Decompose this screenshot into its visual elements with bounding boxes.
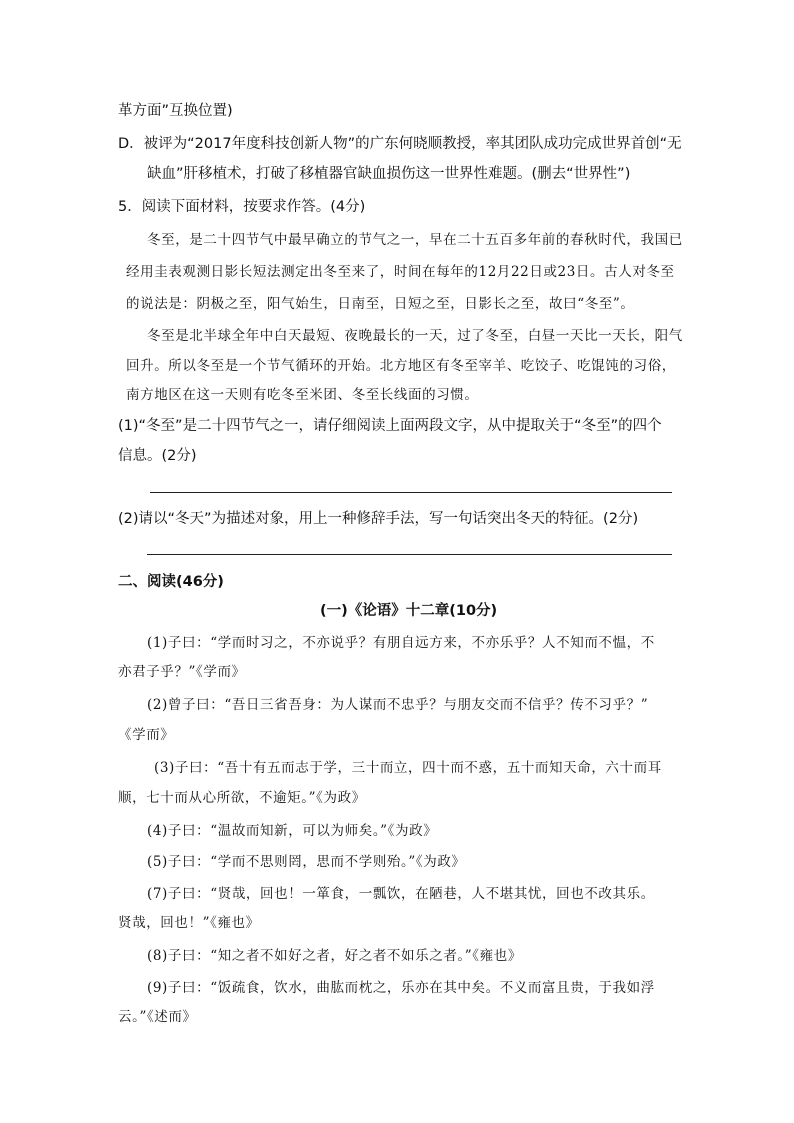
passage-line: 冬至，是二十四节气中最早确立的节气之一，早在二十五百多年前的春秋时代，我国已 [147, 232, 683, 248]
analects-line: (8)子曰：“知之者不如好之者，好之者不如乐之者。”《雍也》 [147, 948, 522, 964]
analects-line: 贤哉，回也！”《雍也》 [118, 915, 260, 931]
passage-line: 的说法是：阴极之至，阳气始生，日南至，日短之至，日影长之至，故曰“冬至”。 [126, 296, 635, 312]
passage-line: 冬至是北半球全年中白天最短、夜晚最长的一天，过了冬至，白昼一天比一天长，阳气 [147, 328, 683, 344]
subsection-title: (一)《论语》十二章(10分) [320, 603, 498, 619]
passage-line: 南方地区在这一天则有吃冬至米团、冬至长线面的习惯。 [126, 387, 479, 403]
analects-line: 云。”《述而》 [118, 1009, 197, 1025]
analects-line: (7)子曰：“贤哉，回也！一箪食，一瓢饮，在陋巷，人不堪其忧，回也不改其乐。 [147, 886, 655, 902]
question-1-line: (1)“冬至”是二十四节气之一，请仔细阅读上面两段文字，从中提取关于“冬至”的四个 [118, 418, 662, 434]
analects-line: 亦君子乎？”《学而》 [118, 664, 246, 680]
analects-line: 顺，七十而从心所欲，不逾矩。”《为政》 [118, 790, 366, 806]
question-2-line: (2)请以“冬天”为描述对象，用上一种修辞手法，写一句话突出冬天的特征。(2分) [118, 511, 639, 527]
option-d-line: D．被评为“2017年度科技创新人物”的广东何晓顺教授，率其团队成功完成世界首创“无 [118, 136, 682, 152]
passage-line: 回升。所以冬至是一个节气循环的开始。北方地区有冬至宰羊、吃饺子、吃馄饨的习俗， [126, 358, 676, 374]
answer-line [150, 492, 672, 493]
analects-line: 《学而》 [118, 727, 175, 743]
passage-line: 经用圭表观测日影长短法测定出冬至来了，时间在每年的12月22日或23日。古人对冬至 [126, 264, 675, 280]
analects-line: (1)子曰：“学而时习之，不亦说乎？有朋自远方来，不亦乐乎？人不知而不愠，不 [147, 635, 655, 651]
analects-line: (2)曾子曰：“吾日三省吾身：为人谋而不忠乎？与朋友交而不信乎？传不习乎？” [147, 697, 649, 713]
question-5-heading: 5．阅读下面材料，按要求作答。(4分) [118, 199, 366, 215]
option-d-line: 缺血”肝移植术，打破了移植器官缺血损伤这一世界性难题。(删去“世界性”) [147, 166, 631, 182]
analects-line: (5)子曰：“学而不思则罔，思而不学则殆。”《为政》 [147, 854, 466, 870]
answer-line [147, 554, 672, 555]
question-1-line: 信息。(2分) [118, 448, 197, 464]
text-line: 革方面”互换位置) [118, 103, 233, 119]
analects-line: (3)子曰：“吾十有五而志于学，三十而立，四十而不惑，五十而知天命，六十而耳 [154, 760, 662, 776]
analects-line: (4)子曰：“温故而知新，可以为师矣。”《为政》 [147, 823, 438, 839]
analects-line: (9)子曰：“饭疏食，饮水，曲肱而枕之，乐亦在其中矣。不义而富且贵，于我如浮 [147, 980, 655, 996]
section-title: 二、阅读(46分) [118, 574, 224, 590]
